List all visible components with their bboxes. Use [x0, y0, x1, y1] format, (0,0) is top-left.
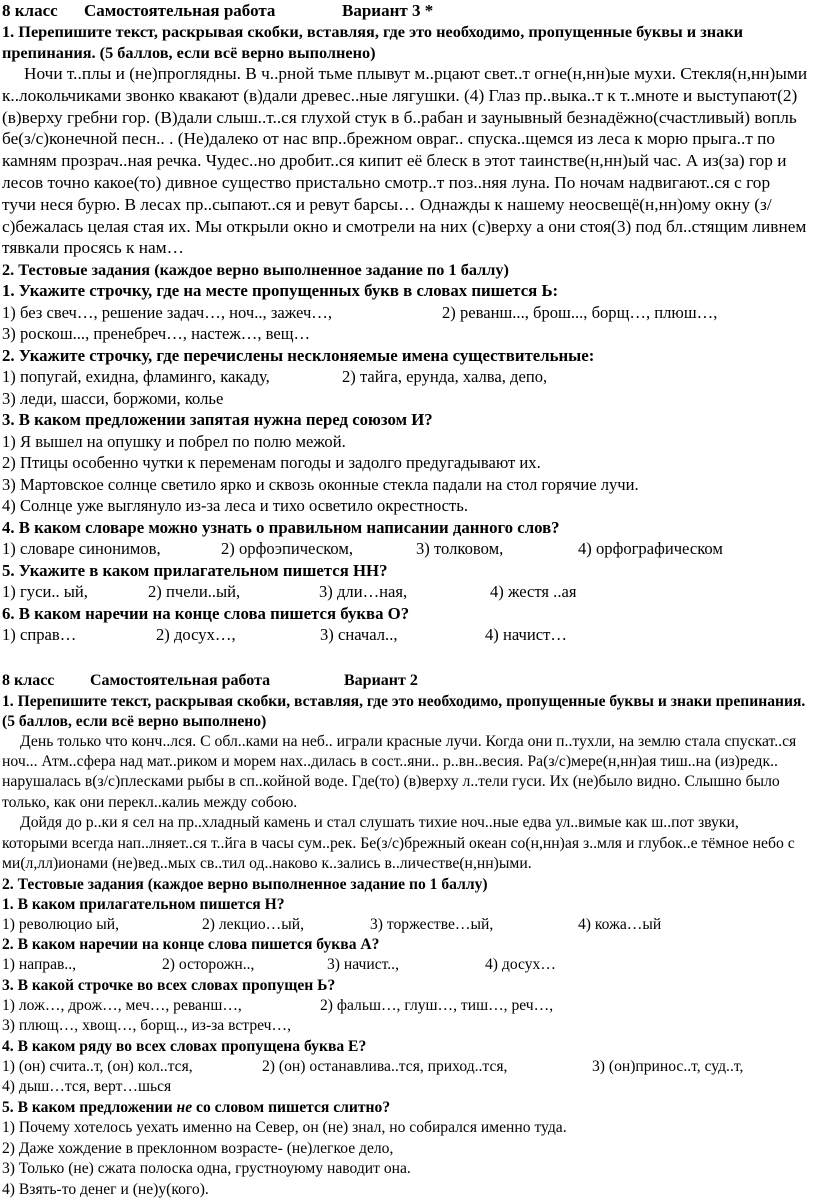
option: 1) лож…, дрож…, меч…, реванш…,	[2, 996, 242, 1014]
variant-3-header	[2, 0, 808, 22]
option: 2) (он) останавлива..тся, приход..тся,	[262, 1057, 508, 1075]
question-text-end: со словом пишется слитно?	[196, 1099, 391, 1117]
option: 1) направ..,	[2, 956, 77, 974]
option-line: 1) Почему хотелось уехать именно на Север, он (не) знал, но собирался именно туда.	[2, 1119, 567, 1137]
option-line	[2, 915, 808, 936]
grade-label: 8 класс	[2, 1, 58, 20]
v3-question-2	[2, 345, 808, 410]
option: 4) досух…	[485, 956, 556, 974]
option: 4) кожа…ый	[578, 915, 662, 933]
option: 2) досух…,	[156, 625, 236, 645]
task-1-instruction: 1. Перепишите текст, раскрывая скобки, вставляя, где это необходимо, пропущенные буквы и знаки препинания. (5 баллов, если всё верно выполнено)	[2, 692, 806, 730]
option-line	[2, 581, 808, 603]
option-line	[2, 366, 808, 388]
option: 1) гуси.. ый,	[2, 582, 88, 602]
option: 3) дли…ная,	[319, 582, 408, 602]
option: 1) справ…	[2, 625, 77, 645]
option: 4) жестя ..ая	[490, 582, 577, 602]
option: 3) сначал..,	[320, 625, 398, 645]
grade-label: 8 класс	[2, 671, 55, 689]
dictation-paragraph: День только что конч..лся. С обл..ками на неб.. играли красные лучи. Когда они п..тухли, на землю стала спускат..ся ноч... Атм..сфера над мат..риком и морем нах..дилась в сост..яни.. р..вн..весия. Ра(з/с)мере(н,нн)ая тиш..на (из)редк.. нарушалась в(з/с)плесками рыбы в сп..койной воде. Где(то) (в)верху л..тели гуси. Их (не)было видно. Слышно было только, как они перекл..калиь между собою.	[2, 732, 797, 811]
task-2-instruction: 2. Тестовые задания (каждое верно выполненное задание по 1 баллу)	[2, 260, 509, 280]
option: 1) революцио ый,	[2, 915, 119, 933]
work-title: Самостоятельная работа	[90, 671, 271, 689]
question-text: 4. В каком ряду во всех словах пропущена буква Е?	[2, 1037, 367, 1055]
option: 3) (он)принос..т, суд..т,	[592, 1057, 744, 1075]
option-line	[2, 955, 808, 976]
highlighted-particle: не	[176, 1099, 193, 1117]
option: 3) торжестве…ый,	[370, 915, 494, 933]
option: 2) пчели..ый,	[148, 582, 241, 602]
option: 4) дыш…тся, верт…шься	[2, 1078, 172, 1096]
option-line: 4) Солнце уже выглянуло из-за леса и тихо осветило окрестность.	[2, 496, 468, 516]
option-line	[2, 323, 808, 345]
question-text: 5. Укажите в каком прилагательном пишется НН?	[2, 560, 388, 580]
v2-question-3	[2, 976, 808, 1037]
option-line	[2, 1077, 808, 1098]
question-text: 6. В каком наречии на конце слова пишется буква О?	[2, 603, 410, 623]
option: 3) леди, шасси, боржоми, колье	[2, 388, 224, 408]
v3-question-6	[2, 603, 808, 646]
question-text	[2, 1098, 808, 1118]
question-text-start: 5. В каком предложении	[2, 1099, 173, 1117]
v3-question-1	[2, 280, 808, 345]
option-line	[2, 1057, 808, 1078]
v2-question-4	[2, 1037, 808, 1098]
option: 3) плющ…, хвощ…, борщ.., из-за встреч…,	[2, 1017, 291, 1035]
option: 1) (он) счита..т, (он) кол..тся,	[2, 1057, 193, 1075]
option: 2) орфоэпическом,	[221, 539, 354, 559]
question-text: 4. В каком словаре можно узнать о правильном написании данного слов?	[2, 517, 560, 537]
dictation-text	[2, 63, 808, 259]
task-2-instruction: 2. Тестовые задания (каждое верно выполненное задание по 1 баллу)	[2, 875, 488, 893]
question-text: 2. В каком наречии на конце слова пишется буква А?	[2, 936, 380, 954]
option-line	[2, 388, 808, 410]
variant-label: Вариант 3 *	[342, 1, 434, 20]
dictation-paragraph: Ночи т..плы и (не)проглядны. В ч..рной тьме плывут м..рцают свет..т огне(н,нн)ые мухи. Стекля(н,нн)ыми к..локольчиками звонко квакают (в)дали древес..ные лягушки. (4) Глаз пр..выка..т к т..мноте и выступают(2) (в)верху гребни гор. (В)дали слыш..т..ся глухой стук в б..рабан и заунывный безнадёжно(счастливый) вопль бе(з/с)конечной песн.. . (Не)далеко от нас впр..брежном овраг.. спуска..щемся из леса к морю прыга..т по камням прозрач..ная речка. Чудес..но дробит..ся кипит её блеск в этот таинстве(н,нн)ый час. А из(за) гор и лесов точно какое(то) дивное существо пристально смотр..т поз..няя луна. По ночам надвигают..ся с гор тучи неся бурю. В лесах пр..сыпают..ся и ревут барсы… Однажды к нашему неосвещё(н,нн)ому окну (з/с)бежалась целая стая их. Мы открыли окно и смотрели на них (с)верху а они стоя(3) под бл..стящим ливнем тявкали просясь к нам…	[2, 64, 808, 258]
v3-question-5	[2, 560, 808, 603]
option: 2) тайга, ерунда, халва, депо,	[342, 367, 548, 387]
option-line: 1) Я вышел на опушку и побрел по полю межой.	[2, 431, 346, 451]
option-line: 4) Взять-то денег и (не)у(кого).	[2, 1180, 209, 1198]
option-line: 3) Мартовское солнце светило ярко и сквозь оконные стекла падали на стол горячие лучи.	[2, 474, 639, 494]
option-line	[2, 996, 808, 1017]
option: 2) реванш..., брош..., борщ…, плюш…,	[442, 302, 718, 322]
section-gap	[2, 646, 808, 670]
question-text: 3. В какой строчке во всех словах пропущен Ь?	[2, 976, 336, 994]
option-line	[2, 1016, 808, 1037]
option: 3) толковом,	[416, 539, 504, 559]
option: 1) попугай, ехидна, фламинго, какаду,	[2, 367, 270, 387]
dictation-text	[2, 732, 808, 875]
option: 4) начист…	[485, 625, 567, 645]
option-line: 2) Птицы особенно чутки к переменам погоды и задолго предугадывают их.	[2, 453, 541, 473]
question-text: 2. Укажите строчку, где перечислены несклоняемые имена существительные:	[2, 345, 595, 365]
option: 1) без свеч…, решение задач…, ноч.., зажеч…,	[2, 302, 333, 322]
v2-question-5	[2, 1098, 808, 1200]
v3-question-4	[2, 517, 808, 560]
v2-question-2	[2, 935, 808, 976]
option-line: 2) Даже хождение в преклонном возрасте- (не)легкое дело,	[2, 1139, 394, 1157]
option-line	[2, 538, 808, 560]
v2-question-1	[2, 895, 808, 936]
dictation-paragraph: Дойдя до р..ки я сел на пр..хладный камень и стал слушать тихие ноч..ные едва ул..вимые как ш..пот звуки, которыми всегда нап..лняет..ся т..йга в часы сум..рек. Бе(з/с)брежный океан со(н,нн)ая з..мля и глубок..е тёмное небо с ми(л,лл)ионами (не)вед..мых св..тил од..наково к..зались в..личестве(н,нн)ыми.	[2, 814, 795, 873]
option: 2) фальш…, глуш…, тиш…, реч…,	[320, 996, 554, 1014]
option-line	[2, 624, 808, 646]
option: 2) осторожн..,	[162, 956, 255, 974]
option-line: 3) Только (не) сжата полоска одна, грустноуюму наводит она.	[2, 1160, 411, 1178]
option-line	[2, 302, 808, 324]
option: 1) словаре синонимов,	[2, 539, 161, 559]
v3-question-3	[2, 409, 808, 517]
option: 2) лекцио…ый,	[202, 915, 304, 933]
variant-2-header	[2, 670, 808, 692]
variant-label: Вариант 2	[344, 671, 418, 689]
task-1-instruction: 1. Перепишите текст, раскрывая скобки, вставляя, где это необходимо, пропущенные буквы и знаки препинания. (5 баллов, если всё верно выполнено)	[2, 22, 744, 62]
question-text: 1. Укажите строчку, где на месте пропущенных букв в словах пишется Ь:	[2, 281, 559, 301]
option: 3) роскош..., пренебреч…, настеж…, вещ…	[2, 324, 311, 344]
question-text: 3. В каком предложении запятая нужна перед союзом И?	[2, 410, 433, 430]
question-text: 1. В каком прилагательном пишется Н?	[2, 895, 285, 913]
option: 4) орфографическом	[578, 539, 723, 559]
option: 3) начист..,	[327, 956, 399, 974]
work-title: Самостоятельная работа	[84, 1, 276, 20]
